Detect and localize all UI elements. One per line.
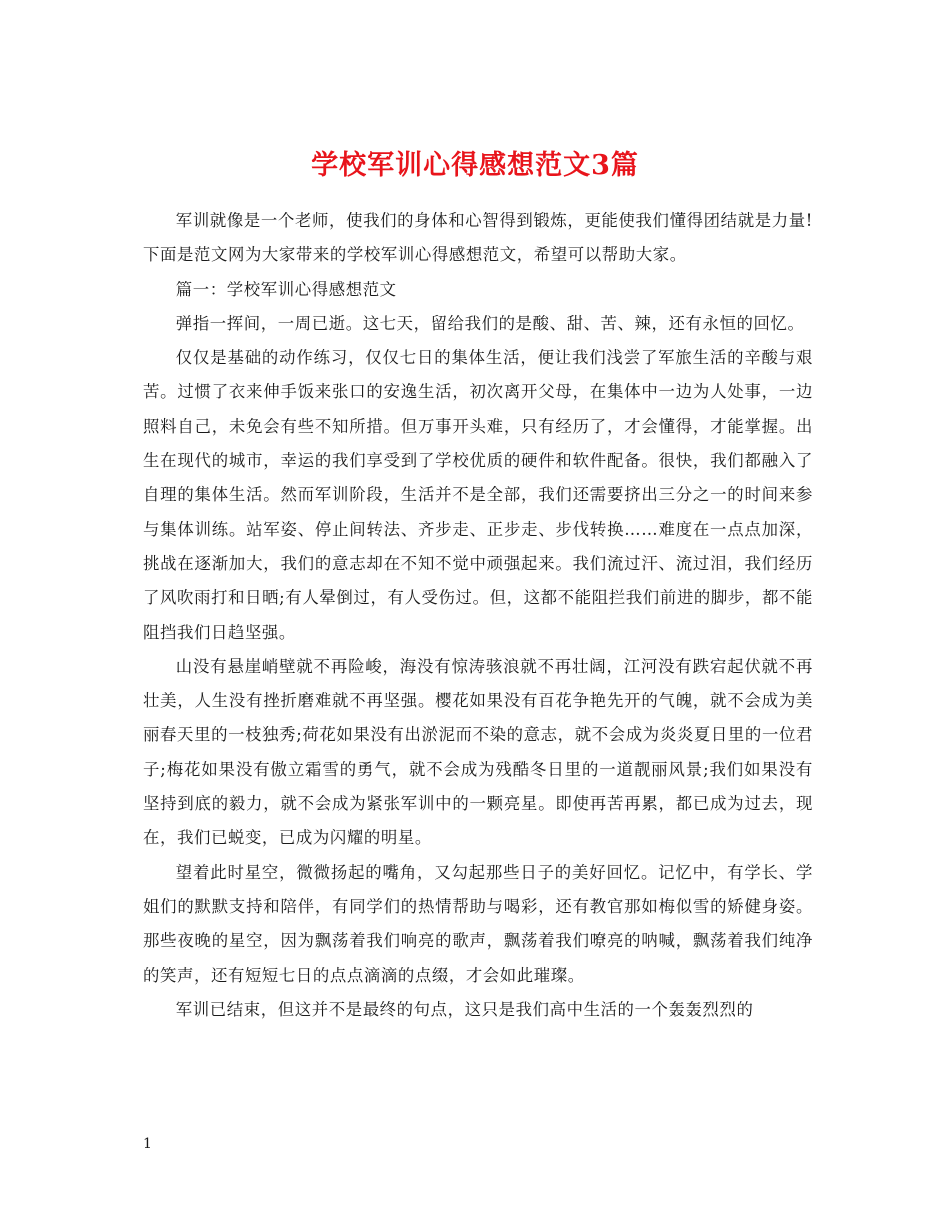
- section-heading: 篇一：学校军训心得感想范文: [175, 279, 397, 299]
- document-title: 学校军训心得感想范文3篇: [311, 150, 639, 182]
- document-body: [143, 204, 813, 1027]
- body-paragraph: 仅仅是基础的动作练习，仅仅七日的集体生活，便让我们浅尝了军旅生活的辛酸与艰苦。过惯了衣来伸手饭来张口的安逸生活，初次离开父母，在集体中一边为人处事，一边照料自己，未免会有些不知所措。但万事开头难，只有经历了，才会懂得，才能掌握。出生在现代的城市，幸运的我们享受到了学校优质的硬件和软件配备。很快，我们都融入了自理的集体生活。然而军训阶段，生活并不是全部，我们还需要挤出三分之一的时间来参与集体训练。站军姿、停止间转法、齐步走、正步走、步伐转换……难度在一点点加深，挑战在逐渐加大，我们的意志却在不知不觉中顽强起来。我们流过汗、流过泪，我们经历了风吹雨打和日晒;有人晕倒过，有人受伤过。但，这都不能阻拦我们前进的脚步，都不能阻挡我们日趋坚强。: [143, 348, 813, 642]
- body-paragraph: 弹指一挥间，一周已逝。这七天，留给我们的是酸、甜、苦、辣，还有永恒的回忆。: [175, 313, 805, 333]
- body-paragraph: 望着此时星空，微微扬起的嘴角，又勾起那些日子的美好回忆。记忆中，有学长、学姐们的默默支持和陪伴，有同学们的热情帮助与喝彩，还有教官那如梅似雪的矫健身姿。那些夜晚的星空，因为飘荡着我们响亮的歌声，飘荡着我们嘹亮的呐喊，飘荡着我们纯净的笑声，还有短短七日的点点滴滴的点缀，才会如此璀璨。: [143, 862, 813, 985]
- intro-paragraph: 军训就像是一个老师，使我们的身体和心智得到锻炼，更能使我们懂得团结就是力量!下面是范文网为大家带来的学校军训心得感想范文，希望可以帮助大家。: [143, 211, 813, 265]
- body-paragraph: 军训已结束，但这并不是最终的句点，这只是我们高中生活的一个轰轰烈烈的: [175, 999, 754, 1019]
- page-number: 1: [143, 1136, 152, 1152]
- body-paragraph: 山没有悬崖峭壁就不再险峻，海没有惊涛骇浪就不再壮阔，江河没有跌宕起伏就不再壮美，人生没有挫折磨难就不再坚强。樱花如果没有百花争艳先开的气魄，就不会成为美丽春天里的一枝独秀;荷花如果没有出淤泥而不染的意志，就不会成为炎炎夏日里的一位君子;梅花如果没有傲立霜雪的勇气，就不会成为残酷冬日里的一道靓丽风景;我们如果没有坚持到底的毅力，就不会成为紧张军训中的一颗亮星。即使再苦再累，都已成为过去，现在，我们已蜕变，已成为闪耀的明星。: [143, 656, 813, 848]
